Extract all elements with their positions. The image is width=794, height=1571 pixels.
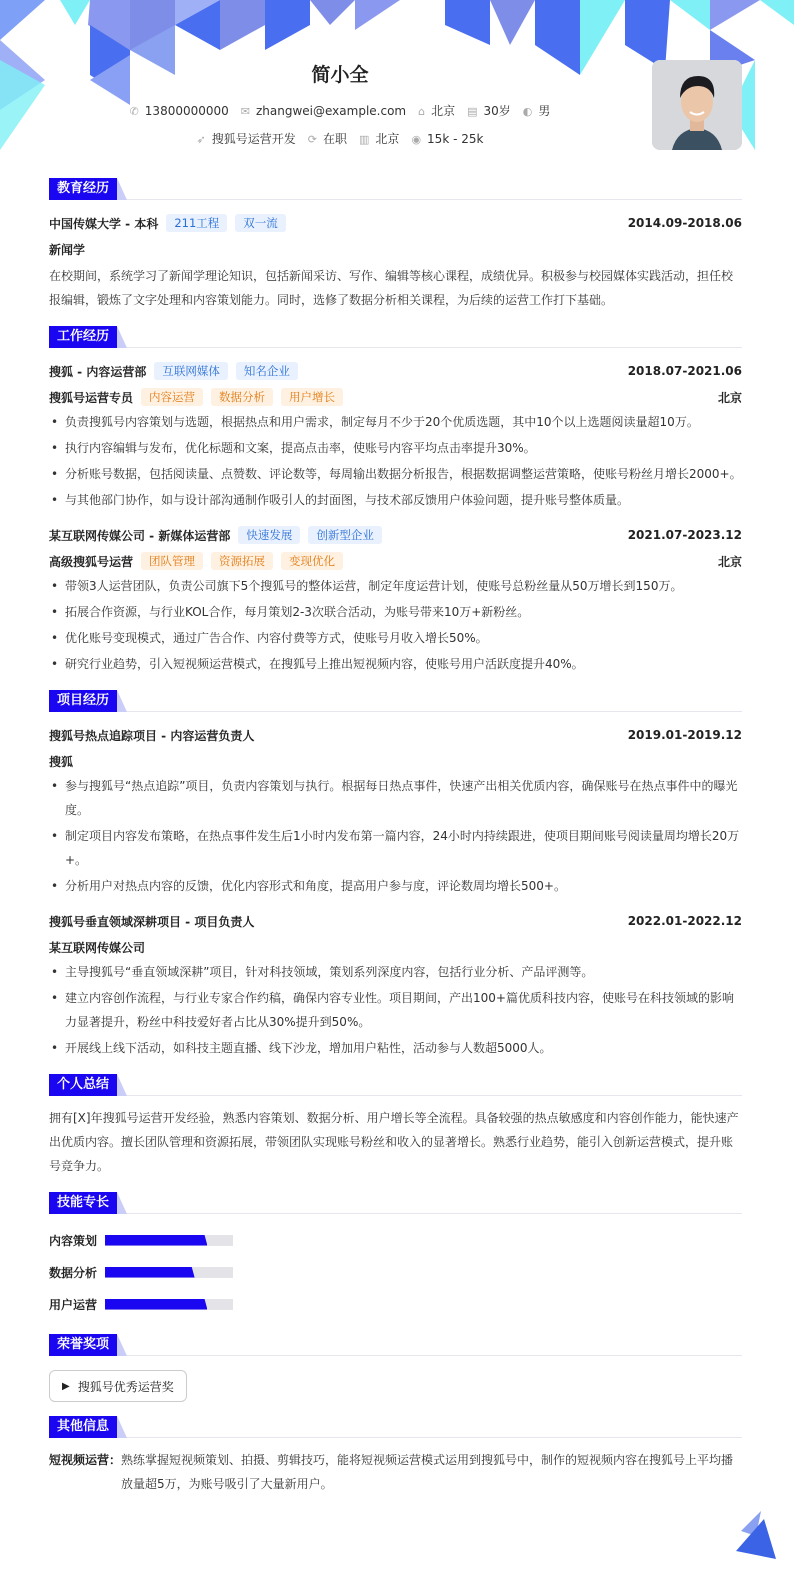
project-org: 搜狐	[49, 754, 74, 769]
section-title: 技能专长	[49, 1192, 117, 1214]
section-other	[49, 1416, 742, 1496]
role-name: 搜狐号运营专员	[49, 390, 134, 405]
tag: 资源拓展	[211, 552, 273, 570]
section-summary	[49, 1074, 742, 1178]
date-range: 2014.09-2018.06	[627, 216, 742, 230]
skill-name: 内容策划	[49, 1233, 98, 1248]
bullet-item: • 带领3人运营团队，负责公司旗下5个搜狐号的整体运营，制定年度运营计划，使账号总粉丝量从50万增长到150万。	[49, 574, 742, 598]
company-line	[49, 526, 382, 544]
skill-bar-fill	[105, 1235, 207, 1246]
skill-item	[49, 1256, 401, 1288]
info-text: 30岁	[483, 104, 511, 118]
date-range: 2021.07-2023.12	[627, 528, 742, 542]
company-name: 某互联网传媒公司 - 新媒体运营部	[49, 528, 231, 543]
role-line	[49, 552, 343, 570]
tag: 团队管理	[141, 552, 203, 570]
phone-icon: ✆	[129, 105, 139, 118]
status-icon: ⟳	[307, 133, 317, 146]
avatar-photo	[652, 60, 742, 150]
section-title: 教育经历	[49, 178, 117, 200]
job-intent-line	[0, 130, 680, 147]
info-item	[359, 132, 399, 146]
contact-info-line	[0, 102, 680, 119]
candidate-name: 简小全	[311, 64, 369, 86]
section-work	[49, 326, 742, 676]
tag: 知名企业	[236, 362, 298, 380]
other-label: 短视频运营：	[49, 1453, 122, 1467]
bullet-item: • 开展线上线下活动，如科技主题直播、线下沙龙，增加用户粘性，活动参与人数超5000人。	[49, 1036, 742, 1060]
tag: 创新型企业	[308, 526, 382, 544]
bullet-item: • 分析用户对热点内容的反馈，优化内容形式和角度，提高用户参与度，评论数周均增长500+。	[49, 874, 742, 898]
bullet-item: • 执行内容编辑与发布，优化标题和文案，提高点击率，使账号内容平均点击率提升30%。	[49, 436, 742, 460]
project-item	[49, 908, 742, 1060]
info-item	[411, 132, 483, 146]
tag: 内容运营	[141, 388, 203, 406]
bullet-item: • 优化账号变现模式，通过广告合作、内容付费等方式，使账号月收入增长50%。	[49, 626, 742, 650]
section-skills	[49, 1192, 742, 1320]
date-range: 2022.01-2022.12	[627, 914, 742, 928]
bullet-item: • 分析账号数据，包括阅读量、点赞数、评论数等，每周输出数据分析报告，根据数据调整运营策略，使账号粉丝月增长2000+。	[49, 462, 742, 486]
section-header-education	[49, 178, 742, 200]
item-header-row	[49, 384, 742, 410]
tag: 用户增长	[281, 388, 343, 406]
info-text: 北京	[431, 104, 456, 118]
section-title: 工作经历	[49, 326, 117, 348]
project-name: 搜狐号垂直领域深耕项目 - 项目负责人	[49, 914, 255, 929]
section-awards	[49, 1334, 742, 1416]
salary-icon: ◉	[411, 133, 422, 146]
info-item	[241, 104, 406, 118]
info-item	[418, 104, 455, 118]
bullet-list	[49, 960, 742, 1060]
skill-bar	[105, 1299, 233, 1310]
role-name: 高级搜狐号运营	[49, 554, 134, 569]
bullet-item: • 主导搜狐号“垂直领域深耕”项目，针对科技领域，策划系列深度内容，包括行业分析、产品评测等。	[49, 960, 742, 984]
bullet-item: • 负责搜狐号内容策划与选题，根据热点和用户需求，制定每月不少于20个优质选题，其中10个以上选题阅读量超10万。	[49, 410, 742, 434]
tag: 211工程	[166, 214, 227, 232]
project-item	[49, 722, 742, 898]
bullet-item: • 制定项目内容发布策略，在热点事件发生后1小时内发布第一篇内容，24小时内持续跟进，使项目期间账号阅读量周均增长20万+。	[49, 824, 742, 872]
item-header-row	[49, 210, 742, 236]
bullet-list	[49, 574, 742, 676]
section-header-summary	[49, 1074, 742, 1096]
skill-name: 数据分析	[49, 1265, 98, 1280]
major: 新闻学	[49, 242, 86, 257]
other-text: 熟练掌握短视频策划、拍摄、剪辑技巧，能将短视频运营模式运用到搜狐号中，制作的短视频内容在搜狐号上平均播放量超5万，为账号吸引了大量新用户。	[121, 1453, 734, 1491]
info-text: 15k - 25k	[427, 132, 484, 146]
bullet-list	[49, 774, 742, 898]
gender-icon: ◐	[522, 105, 533, 118]
bullet-item: • 建立内容创作流程，与行业专家合作约稿，确保内容专业性。项目期间，产出100+篇优质科技内容，使账号在科技领域的影响力显著提升，粉丝中科技爱好者占比从30%提升到50%。	[49, 986, 742, 1034]
work-item	[49, 522, 742, 676]
tag: 变现优化	[281, 552, 343, 570]
project-name: 搜狐号热点追踪项目 - 内容运营负责人	[49, 728, 255, 743]
school-name: 中国传媒大学 - 本科	[49, 216, 159, 231]
project-org: 某互联网传媒公司	[49, 940, 146, 955]
org-row	[49, 934, 742, 960]
skill-bar-fill	[105, 1267, 195, 1278]
project-line	[49, 727, 254, 744]
section-title: 个人总结	[49, 1074, 117, 1096]
section-header-skills	[49, 1192, 742, 1214]
section-header-other	[49, 1416, 742, 1438]
section-header-work	[49, 326, 742, 348]
tag: 互联网媒体	[154, 362, 228, 380]
bullet-item: • 参与搜狐号“热点追踪”项目，负责内容策划与执行。根据每日热点事件，快速产出相关优质内容，确保账号在热点事件中的曝光度。	[49, 774, 742, 822]
skill-name: 用户运营	[49, 1297, 98, 1312]
bullet-item: • 与其他部门协作，如与设计部沟通制作吸引人的封面图，与技术部反馈用户体验问题，提升账号整体质量。	[49, 488, 742, 512]
item-header-row	[49, 358, 742, 384]
section-title: 荣誉奖项	[49, 1334, 117, 1356]
section-title: 项目经历	[49, 690, 117, 712]
award-item	[49, 1370, 187, 1402]
info-text: zhangwei@example.com	[256, 104, 407, 118]
bullet-item: • 拓展合作资源，与行业KOL合作，每月策划2-3次联合活动，为账号带来10万+新粉丝。	[49, 600, 742, 624]
school-line	[49, 214, 286, 232]
info-item	[197, 132, 296, 146]
award-name: 搜狐号优秀运营奖	[77, 1379, 174, 1394]
item-header-row	[49, 722, 742, 748]
info-item	[523, 104, 551, 118]
skill-bar	[105, 1267, 233, 1278]
skill-bar-fill	[105, 1299, 207, 1310]
skill-item	[49, 1224, 401, 1256]
info-text: 13800000000	[144, 104, 229, 118]
date-range: 2018.07-2021.06	[627, 364, 742, 378]
bullet-item: • 研究行业趋势，引入短视频运营模式，在搜狐号上推出短视频内容，使账号用户活跃度提升40%。	[49, 652, 742, 676]
section-title: 其他信息	[49, 1416, 117, 1438]
other-item	[49, 1448, 742, 1496]
home-icon: ⌂	[418, 105, 426, 118]
section-header-awards	[49, 1334, 742, 1356]
info-text: 北京	[375, 132, 400, 146]
info-item	[130, 104, 229, 118]
info-text: 男	[538, 104, 551, 118]
city: 北京	[717, 554, 742, 569]
info-item	[308, 132, 347, 146]
section-education	[49, 178, 742, 312]
mail-icon: ✉	[240, 105, 250, 118]
skill-bar	[105, 1235, 233, 1246]
info-item	[467, 104, 511, 118]
play-triangle-icon: ▶	[62, 1380, 70, 1392]
major-row	[49, 236, 742, 262]
tag: 双一流	[235, 214, 286, 232]
date-range: 2019.01-2019.12	[627, 728, 742, 742]
company-line	[49, 362, 298, 380]
info-text: 在职	[323, 132, 348, 146]
item-header-row	[49, 522, 742, 548]
age-icon: ▤	[467, 105, 478, 118]
bullet-list	[49, 410, 742, 512]
work-item	[49, 358, 742, 512]
building-icon: ▥	[359, 133, 370, 146]
skills-grid	[49, 1224, 742, 1320]
info-text: 搜狐号运营开发	[211, 132, 296, 146]
tag: 快速发展	[238, 526, 300, 544]
org-row	[49, 748, 742, 774]
avatar-person-icon	[652, 60, 742, 150]
tag: 数据分析	[211, 388, 273, 406]
skill-item	[49, 1288, 401, 1320]
company-name: 搜狐 - 内容运营部	[49, 364, 147, 379]
role-line	[49, 388, 343, 406]
education-description: 在校期间，系统学习了新闻学理论知识，包括新闻采访、写作、编辑等核心课程，成绩优异。积极参与校园媒体实践活动，担任校报编辑，锻炼了文字处理和内容策划能力。同时，选修了数据分析相关课程，为后续的运营工作打下基础。	[49, 269, 734, 307]
item-header-row	[49, 548, 742, 574]
project-line	[49, 913, 254, 930]
section-projects	[49, 690, 742, 1060]
city: 北京	[717, 390, 742, 405]
item-header-row	[49, 908, 742, 934]
corner-triangle-decoration	[736, 1511, 776, 1559]
resume-body	[49, 178, 742, 1510]
target-job-icon: ➶	[196, 133, 206, 146]
section-header-projects	[49, 690, 742, 712]
summary-text: 拥有[X]年搜狐号运营开发经验，熟悉内容策划、数据分析、用户增长等全流程。具备较强的热点敏感度和内容创作能力，能快速产出优质内容。擅长团队管理和资源拓展，带领团队实现账号粉丝和收入的显著增长。熟悉行业趋势，能引入创新运营模式，提升账号竞争力。	[49, 1111, 739, 1173]
